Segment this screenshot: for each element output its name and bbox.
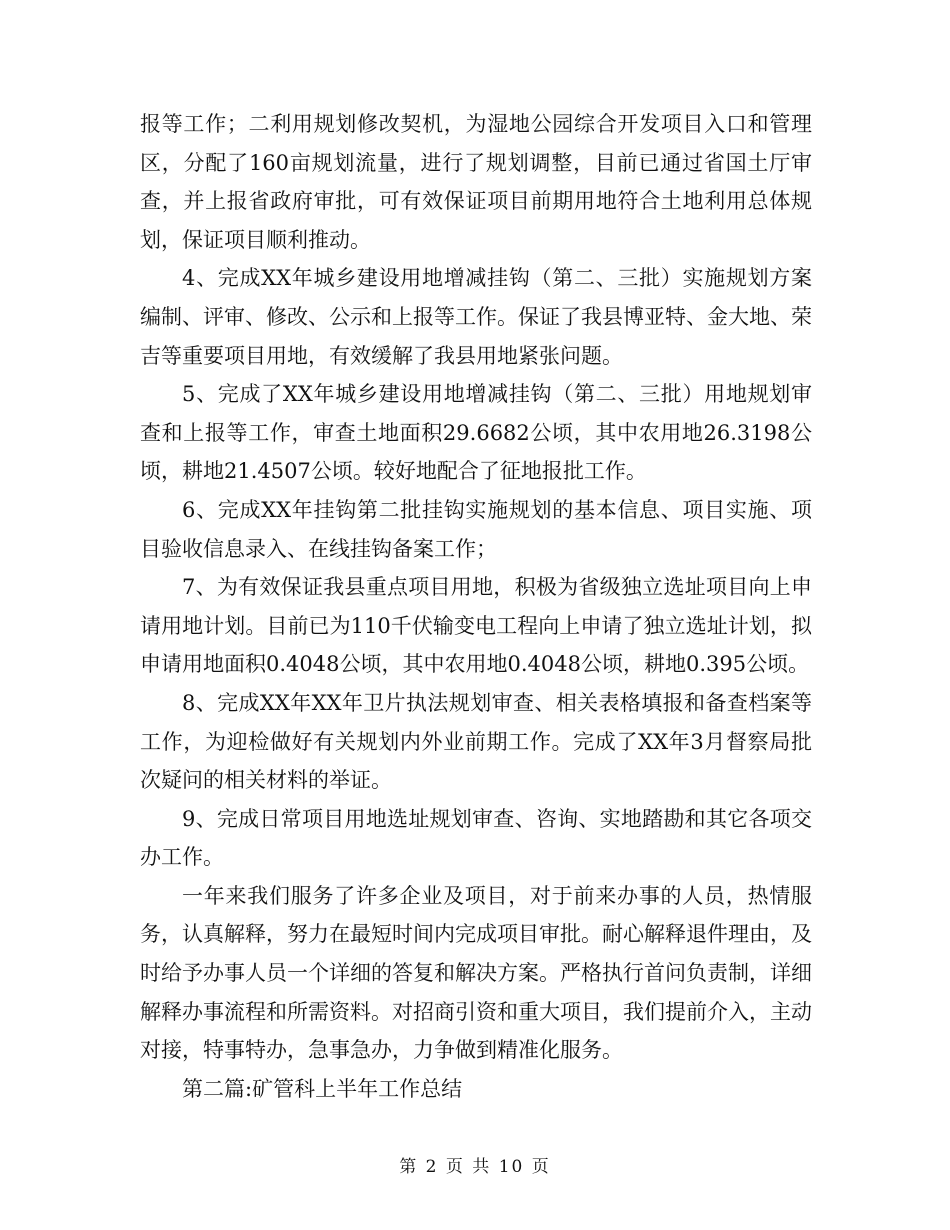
paragraph-summary: 一年来我们服务了许多企业及项目，对于前来办事的人员，热情服务，认真解释，努力在最短时间内完成项目审批。耐心解释退件理由，及时给予办事人员一个详细的答复和解决方案。严格执行首问负责制，详细解释办事流程和所需资料。对招商引资和重大项目，我们提前介入，主动对接，特事特办，急事急办，力争做到精准化服务。 bbox=[140, 883, 812, 1063]
paragraph-item-6: 6、完成XX年挂钩第二批挂钩实施规划的基本信息、项目实施、项目验收信息录入、在线挂钩备案工作； bbox=[140, 497, 812, 561]
paragraph-item-8: 8、完成XX年XX年卫片执法规划审查、相关表格填报和备查档案等工作，为迎检做好有关规划内外业前期工作。完成了XX年3月督察局批次疑问的相关材料的举证。 bbox=[140, 690, 812, 793]
paragraph-item-4: 4、完成XX年城乡建设用地增减挂钩（第二、三批）实施规划方案编制、评审、修改、公示和上报等工作。保证了我县博亚特、金大地、荣吉等重要项目用地，有效缓解了我县用地紧张问题。 bbox=[140, 266, 812, 368]
paragraph-item-9: 9、完成日常项目用地选址规划审查、咨询、实地踏勘和其它各项交办工作。 bbox=[140, 806, 812, 870]
section-heading: 第二篇:矿管科上半年工作总结 bbox=[182, 1076, 463, 1101]
paragraph-item-7: 7、为有效保证我县重点项目用地，积极为省级独立选址项目向上申请用地计划。目前已为110千伏输变电工程向上申请了独立选址计划，拟申请用地面积0.4048公顷，其中农用地0.4048公顷，耕地0.395公顷。 bbox=[140, 575, 812, 677]
paragraph-continuation: 报等工作；二利用规划修改契机，为湿地公园综合开发项目入口和管理区，分配了160亩规划流量，进行了规划调整，目前已通过省国土厅审查，并上报省政府审批，可有效保证项目前期用地符合土地利用总体规划，保证项目顺利推动。 bbox=[140, 112, 812, 252]
paragraph-item-5: 5、完成了XX年城乡建设用地增减挂钩（第二、三批）用地规划审查和上报等工作，审查土地面积29.6682公顷，其中农用地26.3198公顷，耕地21.4507公顷。较好地配合了征地报批工作。 bbox=[140, 382, 812, 484]
page-footer: 第 2 页 共 10 页 bbox=[399, 1157, 551, 1177]
document-body bbox=[140, 105, 812, 1108]
